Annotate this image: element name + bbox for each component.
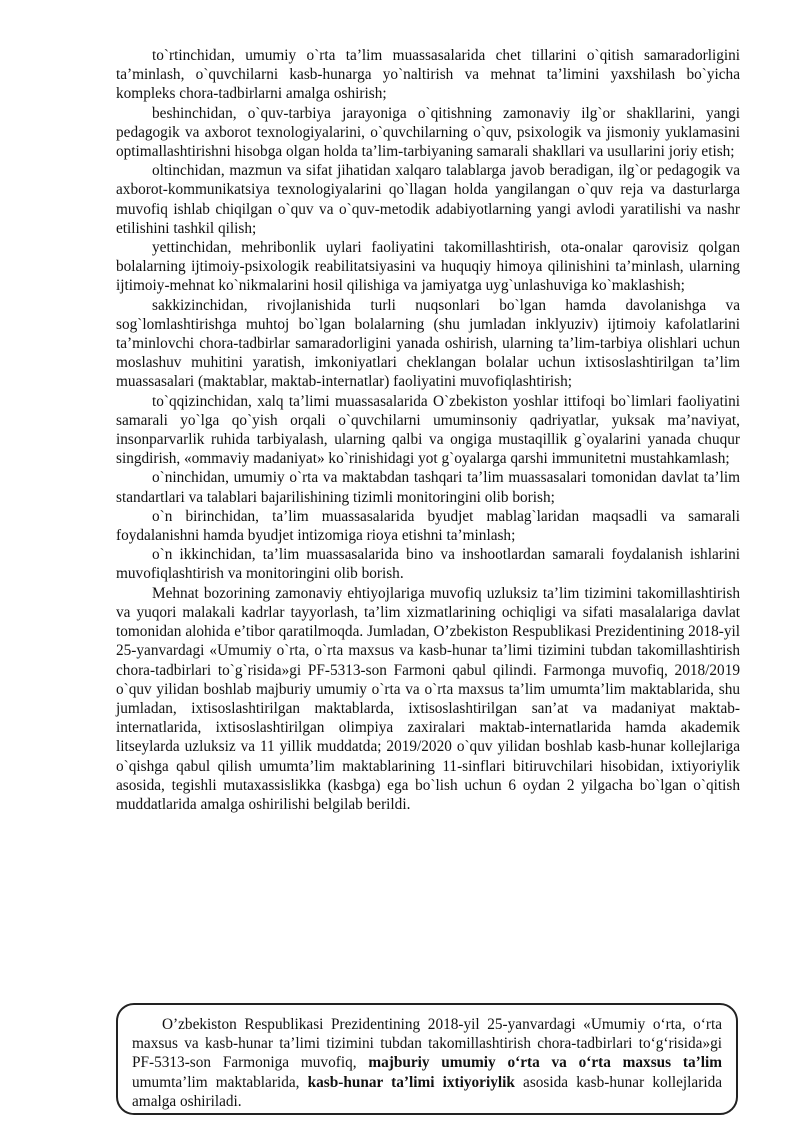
- paragraph-item-10: o`ninchidan, umumiy o`rta va maktabdan tashqari ta’lim muassasalari tomonidan davlat ta’lim standartlari va talablari bajarilishining tizimli monitoringini olib borish;: [116, 469, 740, 506]
- body-text: [116, 46, 740, 814]
- box-text-part2: umumta’lim maktablarida,: [132, 1073, 308, 1091]
- paragraph-labor-market: Mehnat bozorining zamonaviy ehtiyojlariga muvofiq uzluksiz ta’lim tizimini takomillashtirish va yuqori malakali kadrlar tayyorlash, ta’lim xizmatlarining ochiqligi va sifati masalalariga davlat tomonidan alohida e’tibor qaratilmoqda. Jumladan, O’zbekiston Respublikasi Prezidentining 2018-yil 25-yanvardagi «Umumiy o`rta, o`rta maxsus va kasb-hunar ta’limi tizimini tubdan takomillashtirish chora-tadbirlari to`g`risida»gi PF-5313-son Farmoni qabul qilindi. Farmonga muvofiq, 2018/2019 o`quv yilidan boshlab majburiy umumiy o`rta va o`rta maxsus ta’lim umumta’lim maktablarida, shu jumladan, ixtisoslashtirilgan maktablarda, ixtisoslashtirilgan san’at va madaniyat maktab-internatlarida, ixtisoslashtirilgan olimpiya zaxiralari maktab-internatlarida hamda akademik litseylarda uzluksiz va 11 yillik muddatda; 2019/2020 o`quv yilidan boshlab kasb-hunar kollejlariga o`qishga qabul qilish umumta’lim maktablarining 11-sinflari bitiruvchilari hisobidan, ixtiyoriylik asosida, tegishli mutaxassislikka (kasbga) ega bo`lish uchun 6 oydan 2 yilgacha bo`lgan o`qitish muddatlarida amalga oshirilishi belgilab berildi.: [116, 584, 740, 813]
- box-bold-text-1: majburiy umumiy o‘rta va o‘rta maxsus ta’lim: [368, 1054, 722, 1072]
- paragraph-item-6: oltinchidan, mazmun va sifat jihatidan xalqaro talablarga javob beradigan, ilg`or pedagogik va axborot-kommunikatsiya texnologiyalarini qo`llagan holda yangilangan o`quv reja va dasturlarga muvofiq ishlab chiqilgan o`quv va o`quv-metodik adabiyotlarning yangi avlodi yaratilishi va nashr etilishini tashkil qilish;: [116, 162, 740, 237]
- paragraph-item-12: o`n ikkinchidan, ta’lim muassasalarida bino va inshootlardan samarali foydalanish ishlarini muvofiqlashtirish va monitoringini olib borish.: [116, 546, 740, 583]
- box-bold-text-2: kasb-hunar ta’limi ixtiyoriylik: [307, 1073, 515, 1091]
- paragraph-item-8: sakkizinchidan, rivojlanishida turli nuqsonlari bo`lgan hamda davolanishga va sog`lomlashtirishga muhtoj bo`lgan bolalarning (shu jumladan inklyuziv) ijtimoiy kafolatlarini ta’minlovchi chora-tadbirlar samaradorligini yanada oshirish, ularning ta’lim-tarbiya olishlari uchun moslashuv muhitini yaratish, imkoniyatlari cheklangan bolalar uchun ixtisoslashtirilgan ta’lim muassasalari (maktablar, maktab-internatlar) faoliyatini muvofiqlashtirish;: [116, 296, 740, 391]
- paragraph-item-4: to`rtinchidan, umumiy o`rta ta’lim muassasalarida chet tillarini o`qitish samaradorligini ta’minlash, o`quvchilarni kasb-hunarga yo`naltirish va mehnat ta’limini yaxshilash bo`yicha kompleks chora-tadbirlarni amalga oshirish;: [116, 47, 740, 103]
- paragraph-item-9: to`qqizinchidan, xalq ta’limi muassasalarida O`zbekiston yoshlar ittifoqi bo`limlari faoliyatini samarali yo`lga qo`yish orqali o`quvchilarni umuminsoniy qadriyatlar, yuksak ma’naviyat, insonparvarlik ruhida tarbiyalash, ularning qalbi va ongiga mustaqillik g`oyalarini yanada chuqur singdirish, «ommaviy madaniyat» ko`rinishidagi yot g`oyalarga qarshi immunitetni mustahkamlash;: [116, 392, 740, 468]
- highlight-box: [116, 1003, 738, 1115]
- highlight-box-text: [132, 1015, 722, 1111]
- box-text-part1: O’zbekiston Respublikasi Prezidentining 2018-yil 25-yanvardagi «Umumiy o‘rta, o‘rta maxsus va kasb-hunar ta’limi tizimini tubdan takomillashtirish chora-tadbirlari to‘g‘risida»gi PF-5313-son Farmoniga muvofiq,: [132, 1016, 722, 1072]
- paragraph-item-11: o`n birinchidan, ta’lim muassasalarida byudjet mablag`laridan maqsadli va samarali foydalanishni hamda byudjet intizomiga rioya etishni ta’minlash;: [116, 507, 740, 545]
- box-text-part3: asosida kasb-hunar kollejlarida amalga oshiriladi.: [132, 1073, 723, 1110]
- paragraph-item-5: beshinchidan, o`quv-tarbiya jarayoniga o`qitishning zamonaviy ilg`or shakllarini, yangi pedagogik va axborot texnologiyalarini, o`quvchilarning o`quv, psixologik va jismoniy yuklamasini optimallashtirishni hisobga olgan holda ta’lim-tarbiyaning samarali shakllari va usullarini joriy etish;: [116, 104, 740, 161]
- paragraph-item-7: yettinchidan, mehribonlik uylari faoliyatini takomillashtirish, ota-onalar qarovisiz qolgan bolalarning ijtimoiy-psixologik reabilitatsiyasini va huquqiy himoya qilinishini ta’minlash, ularning ijtimoiy-mehnat ko`nikmalarini hosil qilishiga va jamiyatga uyg`unlashuviga ko`maklashish;: [116, 239, 740, 295]
